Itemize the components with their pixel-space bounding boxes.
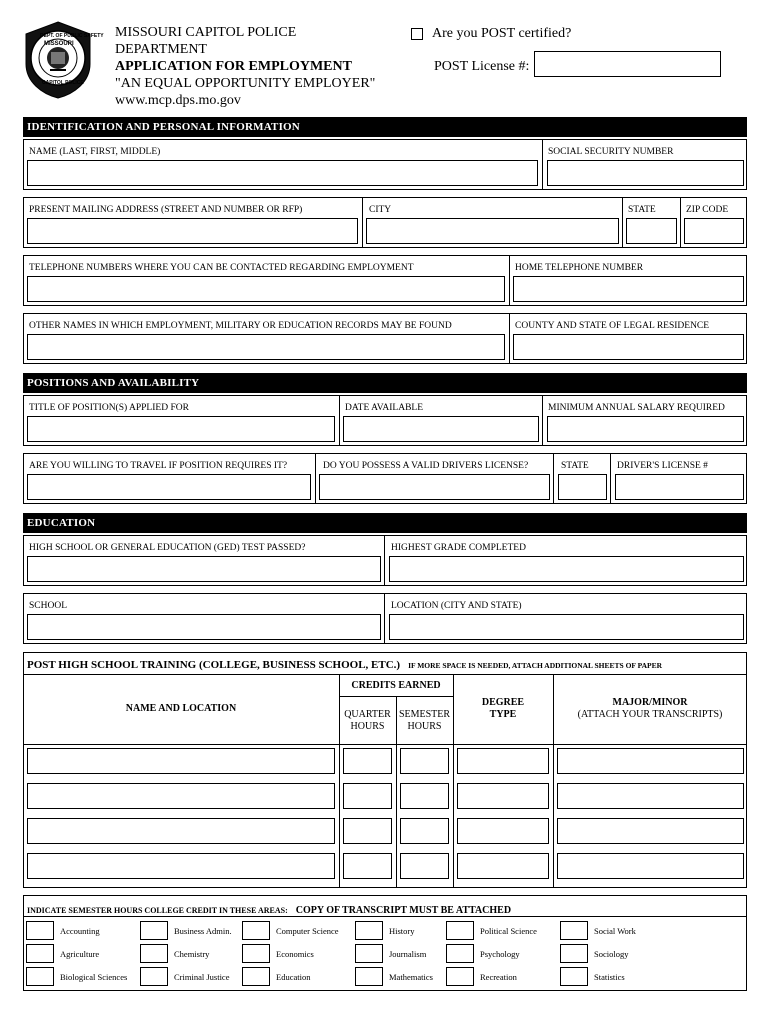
travel-input[interactable] <box>27 474 311 500</box>
subject-hours-input[interactable] <box>446 944 474 963</box>
subject-hours-input[interactable] <box>355 944 383 963</box>
header-line-2: DEPARTMENT <box>115 42 207 57</box>
training-degree-input[interactable] <box>457 748 549 774</box>
name-location-header: NAME AND LOCATION <box>125 703 237 714</box>
subject-label: Biological Sciences <box>60 972 128 982</box>
name-input[interactable] <box>27 160 538 186</box>
seal-text-top: DEPT. OF PUBLIC SAFETY <box>40 33 104 39</box>
telephone-input[interactable] <box>27 276 505 302</box>
address-label: PRESENT MAILING ADDRESS (STREET AND NUMBER OR RFP) <box>29 205 303 215</box>
school-location-label: LOCATION (CITY AND STATE) <box>391 601 522 611</box>
zip-label: ZIP CODE <box>686 205 729 215</box>
major-minor-header <box>553 697 747 721</box>
ged-input[interactable] <box>27 556 381 582</box>
date-available-label: DATE AVAILABLE <box>345 403 424 413</box>
school-location-input[interactable] <box>389 614 744 640</box>
post-certified-label: Are you POST certified? <box>432 26 572 41</box>
salary-input[interactable] <box>547 416 744 442</box>
position-title-label: TITLE OF POSITION(S) APPLIED FOR <box>29 403 189 413</box>
quarter-hours-line2: HOURS <box>350 721 385 732</box>
major-minor-line2: (ATTACH YOUR TRANSCRIPTS) <box>577 709 723 720</box>
subject-label: Business Admin. <box>174 926 232 936</box>
school-label: SCHOOL <box>29 601 68 611</box>
header-line-1: MISSOURI CAPITOL POLICE <box>115 25 297 40</box>
training-major-input[interactable] <box>557 783 744 809</box>
ged-label: HIGH SCHOOL OR GENERAL EDUCATION (GED) TEST PASSED? <box>29 543 306 553</box>
header-block <box>115 24 405 109</box>
post-high-school-title-row <box>27 655 662 673</box>
training-name-input[interactable] <box>27 783 335 809</box>
salary-label: MINIMUM ANNUAL SALARY REQUIRED <box>548 403 725 413</box>
subject-hours-input[interactable] <box>446 921 474 940</box>
drivers-license-answer-input[interactable] <box>319 474 550 500</box>
subject-hours-input[interactable] <box>26 921 54 940</box>
subject-label: Education <box>276 972 311 982</box>
section-education: EDUCATION <box>23 513 747 533</box>
training-major-input[interactable] <box>557 748 744 774</box>
subject-label: Economics <box>276 949 314 959</box>
training-quarter-input[interactable] <box>343 748 392 774</box>
degree-type-line1: DEGREE <box>481 697 525 708</box>
subject-hours-input[interactable] <box>242 967 270 986</box>
school-input[interactable] <box>27 614 381 640</box>
section-identification: IDENTIFICATION AND PERSONAL INFORMATION <box>23 117 747 137</box>
subject-label: Agriculture <box>60 949 100 959</box>
training-major-input[interactable] <box>557 818 744 844</box>
semester-hours-line1: SEMESTER <box>398 709 451 720</box>
subject-hours-input[interactable] <box>560 967 588 986</box>
subject-hours-input[interactable] <box>140 944 168 963</box>
training-semester-input[interactable] <box>400 853 449 879</box>
department-seal <box>22 20 104 100</box>
home-phone-input[interactable] <box>513 276 744 302</box>
address-input[interactable] <box>27 218 358 244</box>
drivers-license-question-label: DO YOU POSSESS A VALID DRIVERS LICENSE? <box>323 461 529 471</box>
name-label: NAME (LAST, FIRST, MIDDLE) <box>29 147 161 157</box>
training-degree-input[interactable] <box>457 818 549 844</box>
county-input[interactable] <box>513 334 744 360</box>
training-semester-input[interactable] <box>400 818 449 844</box>
subject-hours-input[interactable] <box>355 967 383 986</box>
position-title-input[interactable] <box>27 416 335 442</box>
subject-label: Chemistry <box>174 949 210 959</box>
post-high-school-note: IF MORE SPACE IS NEEDED, ATTACH ADDITIONAL SHEETS OF PAPER <box>408 661 663 670</box>
training-quarter-input[interactable] <box>343 853 392 879</box>
subject-hours-input[interactable] <box>26 944 54 963</box>
semester-hours-line2: HOURS <box>407 721 442 732</box>
subject-hours-input[interactable] <box>560 921 588 940</box>
section-positions: POSITIONS AND AVAILABILITY <box>23 373 747 393</box>
dl-number-label: DRIVER'S LICENSE # <box>617 461 708 471</box>
dl-number-input[interactable] <box>615 474 744 500</box>
subject-label: Sociology <box>594 949 629 959</box>
travel-label: ARE YOU WILLING TO TRAVEL IF POSITION REQUIRES IT? <box>29 461 288 471</box>
degree-type-header <box>453 697 553 721</box>
subject-hours-input[interactable] <box>355 921 383 940</box>
training-quarter-input[interactable] <box>343 783 392 809</box>
seal-text-mid: MISSOURI <box>44 41 74 47</box>
seal-text-bottom: CAPITOL POLICE <box>42 80 84 86</box>
subject-label: Computer Science <box>276 926 339 936</box>
state-label: STATE <box>628 205 656 215</box>
subject-label: Psychology <box>480 949 520 959</box>
training-major-input[interactable] <box>557 853 744 879</box>
semester-hours-header <box>396 709 453 733</box>
header-line-4: "AN EQUAL OPPORTUNITY EMPLOYER" <box>115 76 376 91</box>
other-names-label: OTHER NAMES IN WHICH EMPLOYMENT, MILITARY OR EDUCATION RECORDS MAY BE FOUND <box>29 321 452 331</box>
subject-label: Political Science <box>480 926 537 936</box>
training-degree-input[interactable] <box>457 853 549 879</box>
credits-earned-header: CREDITS EARNED <box>351 680 441 691</box>
post-certified-checkbox[interactable] <box>411 28 423 40</box>
degree-type-line2: TYPE <box>489 709 517 720</box>
telephone-label: TELEPHONE NUMBERS WHERE YOU CAN BE CONTACTED REGARDING EMPLOYMENT <box>29 263 414 273</box>
quarter-hours-header <box>339 709 396 733</box>
training-semester-input[interactable] <box>400 748 449 774</box>
post-license-label: POST License #: <box>434 59 530 74</box>
subject-label: Social Work <box>594 926 636 936</box>
header-website: www.mcp.dps.mo.gov <box>115 93 241 108</box>
post-high-school-title: POST HIGH SCHOOL TRAINING (COLLEGE, BUSINESS SCHOOL, ETC.) <box>27 659 401 671</box>
subject-hours-input[interactable] <box>242 921 270 940</box>
subject-label: Criminal Justice <box>174 972 230 982</box>
training-degree-input[interactable] <box>457 783 549 809</box>
subject-hours-input[interactable] <box>140 967 168 986</box>
subject-hours-input[interactable] <box>242 944 270 963</box>
county-label: COUNTY AND STATE OF LEGAL RESIDENCE <box>515 321 710 331</box>
subject-label: Mathematics <box>389 972 433 982</box>
highest-grade-label: HIGHEST GRADE COMPLETED <box>391 543 526 553</box>
subject-hours-input[interactable] <box>140 921 168 940</box>
semester-hours-note: COPY OF TRANSCRIPT MUST BE ATTACHED <box>295 905 512 916</box>
ssn-input[interactable] <box>547 160 744 186</box>
zip-input[interactable] <box>684 218 744 244</box>
city-label: CITY <box>369 205 392 215</box>
major-minor-line1: MAJOR/MINOR <box>612 697 688 708</box>
training-name-input[interactable] <box>27 853 335 879</box>
training-name-input[interactable] <box>27 818 335 844</box>
highest-grade-input[interactable] <box>389 556 744 582</box>
training-name-input[interactable] <box>27 748 335 774</box>
other-names-input[interactable] <box>27 334 505 360</box>
home-phone-label: HOME TELEPHONE NUMBER <box>515 263 644 273</box>
page-title: APPLICATION FOR EMPLOYMENT <box>115 59 352 74</box>
date-available-input[interactable] <box>343 416 539 442</box>
ssn-label: SOCIAL SECURITY NUMBER <box>548 147 674 157</box>
dl-state-input[interactable] <box>558 474 607 500</box>
subject-label: Journalism <box>389 949 427 959</box>
quarter-hours-line1: QUARTER <box>344 709 391 720</box>
subject-label: Accounting <box>60 926 100 936</box>
city-input[interactable] <box>366 218 619 244</box>
subject-hours-input[interactable] <box>446 967 474 986</box>
subject-label: Recreation <box>480 972 517 982</box>
subject-hours-input[interactable] <box>560 944 588 963</box>
subject-label: Statistics <box>594 972 625 982</box>
post-license-input[interactable] <box>534 51 721 77</box>
dl-state-label: STATE <box>561 461 589 471</box>
semester-hours-title: INDICATE SEMESTER HOURS COLLEGE CREDIT IN THESE AREAS: <box>27 906 288 915</box>
training-quarter-input[interactable] <box>343 818 392 844</box>
subject-label: History <box>389 926 415 936</box>
state-input[interactable] <box>626 218 677 244</box>
subject-hours-input[interactable] <box>26 967 54 986</box>
training-semester-input[interactable] <box>400 783 449 809</box>
